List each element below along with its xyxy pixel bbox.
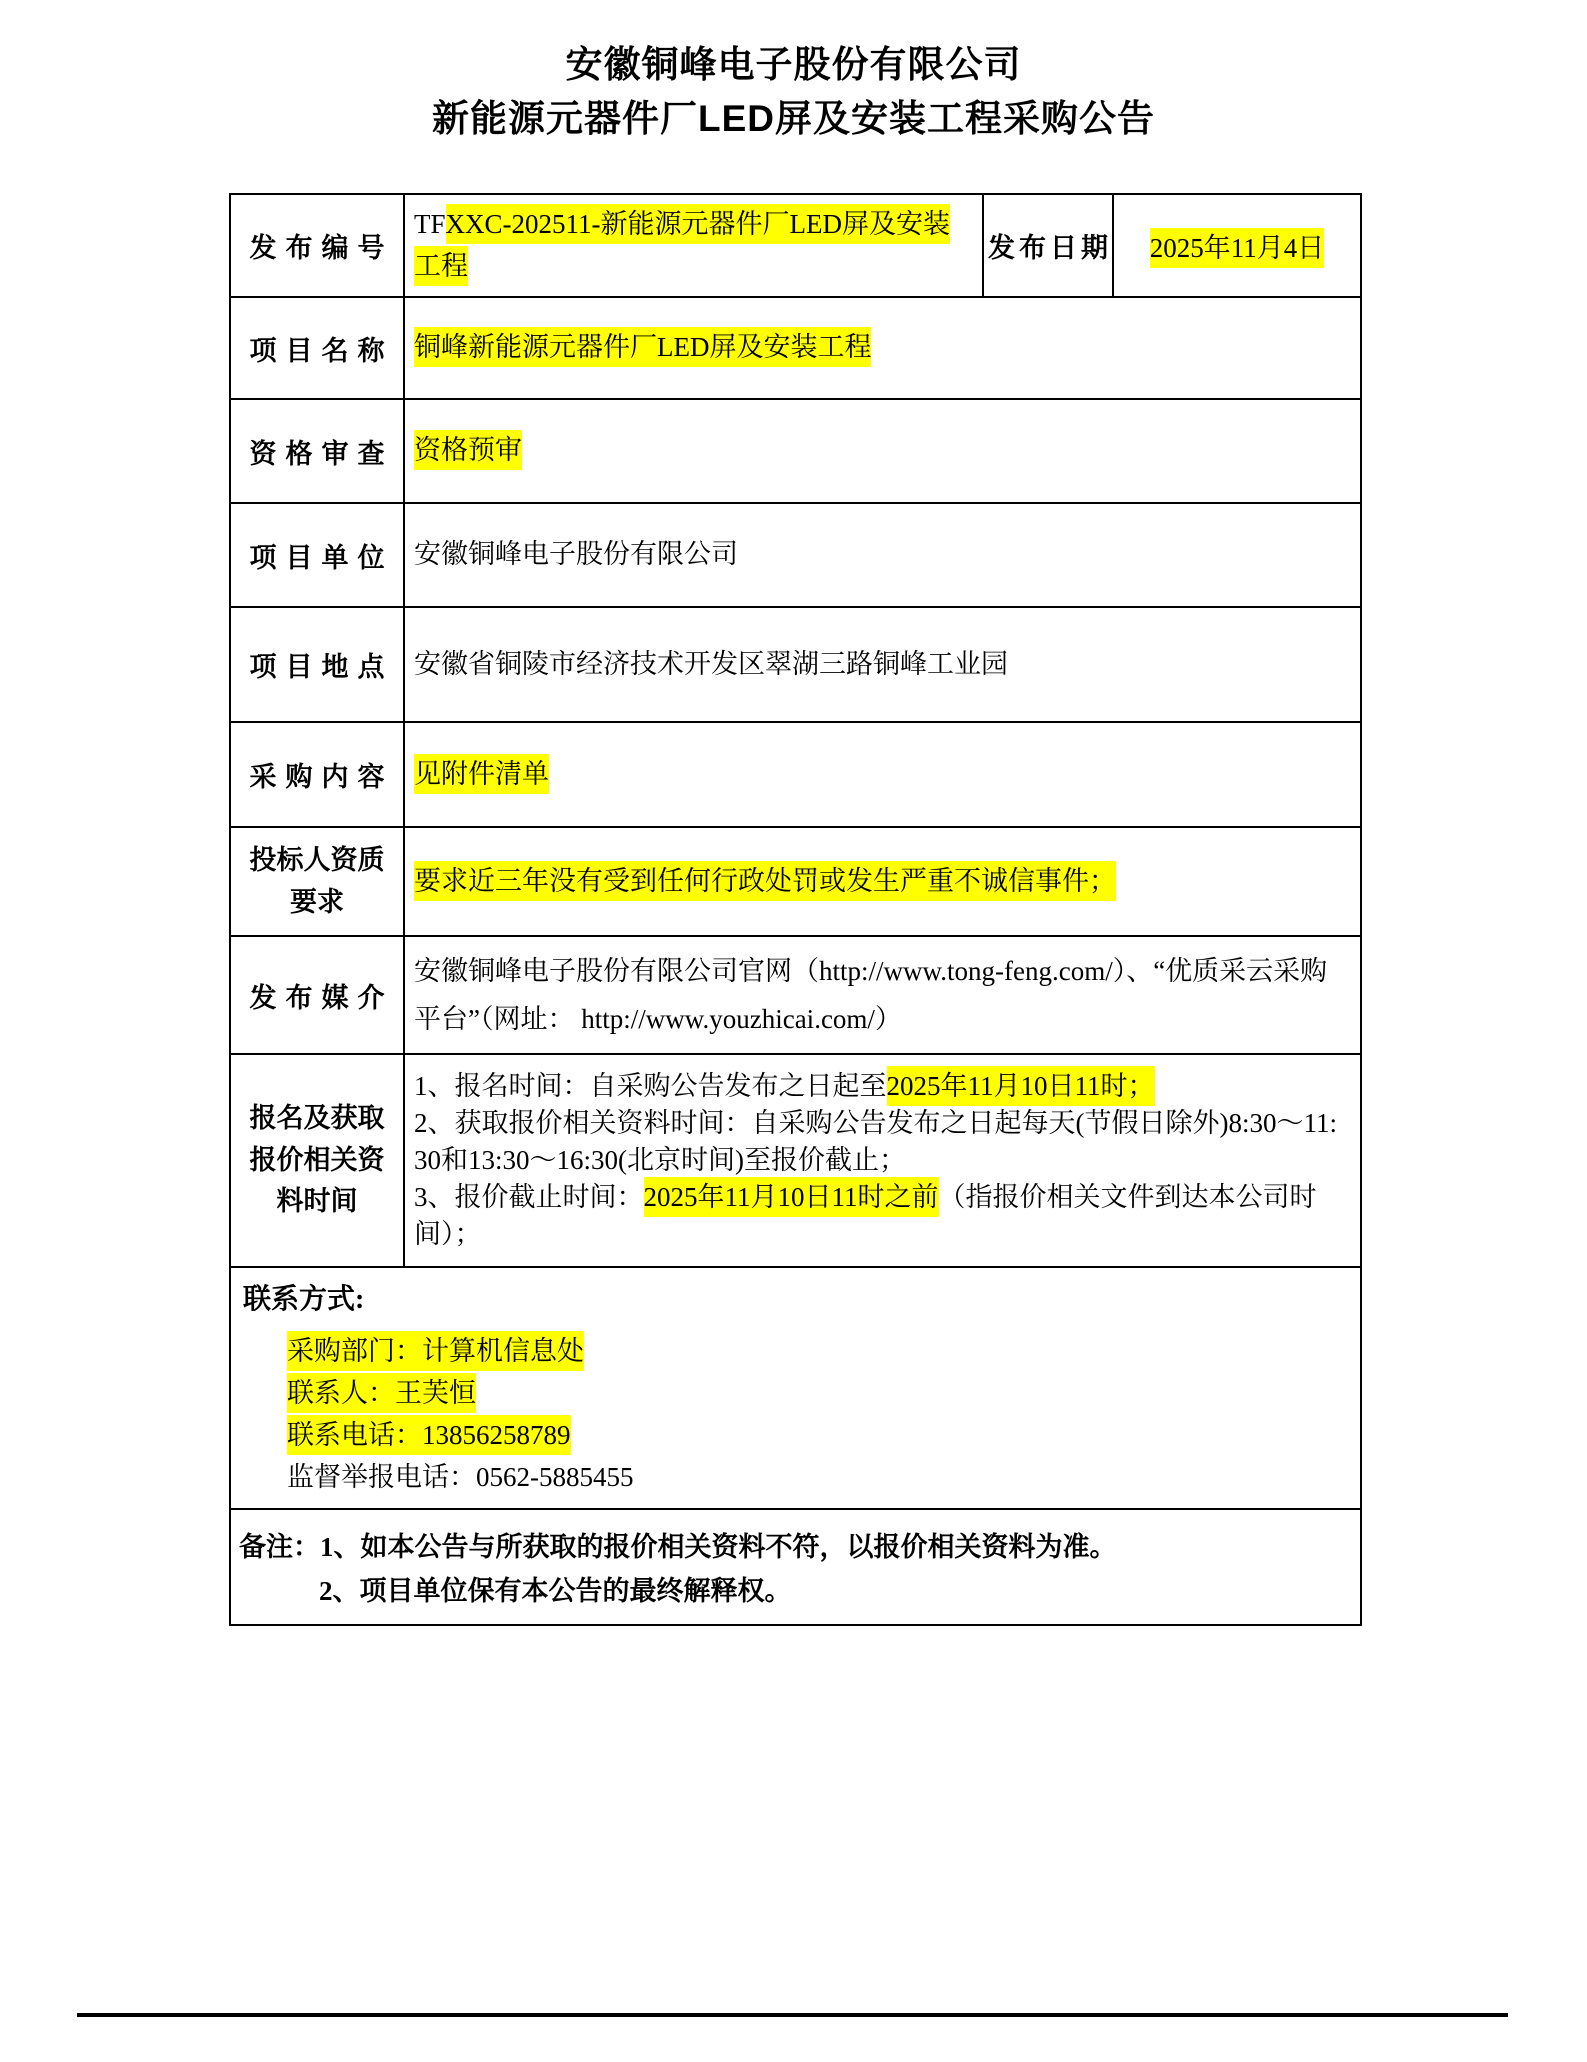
procurement-content-value bbox=[404, 722, 1361, 827]
bidder-qualification-highlight: 要求近三年没有受到任何行政处罚或发生严重不诚信事件； bbox=[414, 861, 1116, 901]
project-location-label bbox=[230, 607, 404, 722]
project-location-label-text: 项目地点 bbox=[249, 652, 394, 682]
contact-person-highlight: 联系人：王芙恒 bbox=[287, 1373, 476, 1413]
row-procurement-content bbox=[230, 722, 1361, 827]
publish-date-label-text: 发布日期 bbox=[988, 233, 1112, 263]
row-publish-media bbox=[230, 936, 1361, 1054]
schedule-label-text: 报名及获取报价相关资料时间 bbox=[249, 1102, 385, 1217]
project-unit-value: 安徽铜峰电子股份有限公司 bbox=[404, 503, 1361, 607]
row-remarks bbox=[230, 1509, 1361, 1625]
publish-number-label-text: 发布编号 bbox=[249, 233, 394, 263]
bidder-qualification-value bbox=[404, 827, 1361, 936]
row-schedule bbox=[230, 1054, 1361, 1267]
publish-date-label bbox=[983, 194, 1113, 297]
row-publish-number bbox=[230, 194, 1361, 297]
contact-phone bbox=[287, 1414, 1346, 1456]
publish-number-label bbox=[230, 194, 404, 297]
remarks-section bbox=[230, 1509, 1361, 1625]
procurement-content-label bbox=[230, 722, 404, 827]
project-unit-label-text: 项目单位 bbox=[249, 542, 394, 573]
contact-supervision-phone: 监督举报电话：0562-5885455 bbox=[287, 1462, 634, 1492]
contact-section bbox=[230, 1267, 1361, 1509]
contact-person bbox=[287, 1372, 1346, 1414]
remarks-line-1: 备注：1、如本公告与所获取的报价相关资料不符，以报价相关资料为准。 bbox=[239, 1532, 1117, 1562]
project-name-highlight: 铜峰新能源元器件厂LED屏及安装工程 bbox=[414, 327, 871, 367]
publish-number-highlight: XXC-202511-新能源元器件厂LED屏及安装工程 bbox=[414, 204, 950, 286]
schedule-value bbox=[404, 1054, 1361, 1267]
bidder-qualification-label-text: 投标人资质要求 bbox=[249, 844, 385, 917]
row-project-name bbox=[230, 297, 1361, 399]
publish-date-highlight: 2025年11月4日 bbox=[1150, 228, 1325, 268]
schedule-line-2: 2、获取报价相关资料时间：自采购公告发布之日起每天(节假日除外)8:30～11:30和13:30～16:30(北京时间)至报价截止； bbox=[414, 1108, 1337, 1175]
footer-rule bbox=[77, 2013, 1508, 2017]
qualification-review-value bbox=[404, 399, 1361, 503]
document-subtitle: 新能源元器件厂LED屏及安装工程采购公告 bbox=[432, 98, 1155, 139]
publish-media-value: 安徽铜峰电子股份有限公司官网（http://www.tong-feng.com/）、“优质采云采购平台”（网址： http://www.youzhicai.com/） bbox=[404, 936, 1361, 1054]
procurement-content-highlight: 见附件清单 bbox=[414, 754, 549, 794]
row-qualification-review bbox=[230, 399, 1361, 503]
bidder-qualification-label bbox=[230, 827, 404, 936]
schedule-line-3-suffix: （指报价相关文件到达本公司时间）； bbox=[414, 1182, 1317, 1249]
publish-media-label bbox=[230, 936, 404, 1054]
row-bidder-qualification bbox=[230, 827, 1361, 936]
project-unit-label bbox=[230, 503, 404, 607]
publish-date-value bbox=[1113, 194, 1361, 297]
row-project-location bbox=[230, 607, 1361, 722]
publish-media-label-text: 发布媒介 bbox=[249, 982, 394, 1013]
publish-number-prefix: TF bbox=[414, 208, 446, 239]
qualification-review-highlight: 资格预审 bbox=[414, 430, 522, 470]
row-project-unit bbox=[230, 503, 1361, 607]
publish-number-value bbox=[404, 194, 983, 297]
schedule-line-3 bbox=[414, 1179, 1350, 1253]
schedule-line-1-text: 1、报名时间：自采购公告发布之日起至 bbox=[414, 1071, 887, 1101]
qualification-review-label-text: 资格审查 bbox=[249, 438, 394, 469]
schedule-line-1-highlight: 2025年11月10日11时； bbox=[887, 1066, 1155, 1106]
contact-heading: 联系方式: bbox=[243, 1284, 365, 1315]
contact-phone-highlight: 联系电话：13856258789 bbox=[287, 1415, 571, 1455]
schedule-line-3-text: 3、报价截止时间： bbox=[414, 1182, 644, 1212]
project-name-value bbox=[404, 297, 1361, 399]
contact-department bbox=[287, 1330, 1346, 1372]
procurement-content-label-text: 采购内容 bbox=[249, 762, 394, 792]
remarks-line-2: 2、项目单位保有本公告的最终解释权。 bbox=[319, 1576, 792, 1606]
schedule-label bbox=[230, 1054, 404, 1267]
contact-department-highlight: 采购部门：计算机信息处 bbox=[287, 1331, 584, 1371]
document-title: 安徽铜峰电子股份有限公司 bbox=[565, 44, 1022, 85]
schedule-line-1 bbox=[414, 1068, 1350, 1105]
project-location-value: 安徽省铜陵市经济技术开发区翠湖三路铜峰工业园 bbox=[404, 607, 1361, 722]
project-name-label bbox=[230, 297, 404, 399]
project-name-label-text: 项目名称 bbox=[249, 335, 394, 366]
row-contact bbox=[230, 1267, 1361, 1509]
qualification-review-label bbox=[230, 399, 404, 503]
announcement-table bbox=[229, 193, 1362, 1626]
schedule-line-3-highlight: 2025年11月10日11时之前 bbox=[644, 1177, 939, 1217]
